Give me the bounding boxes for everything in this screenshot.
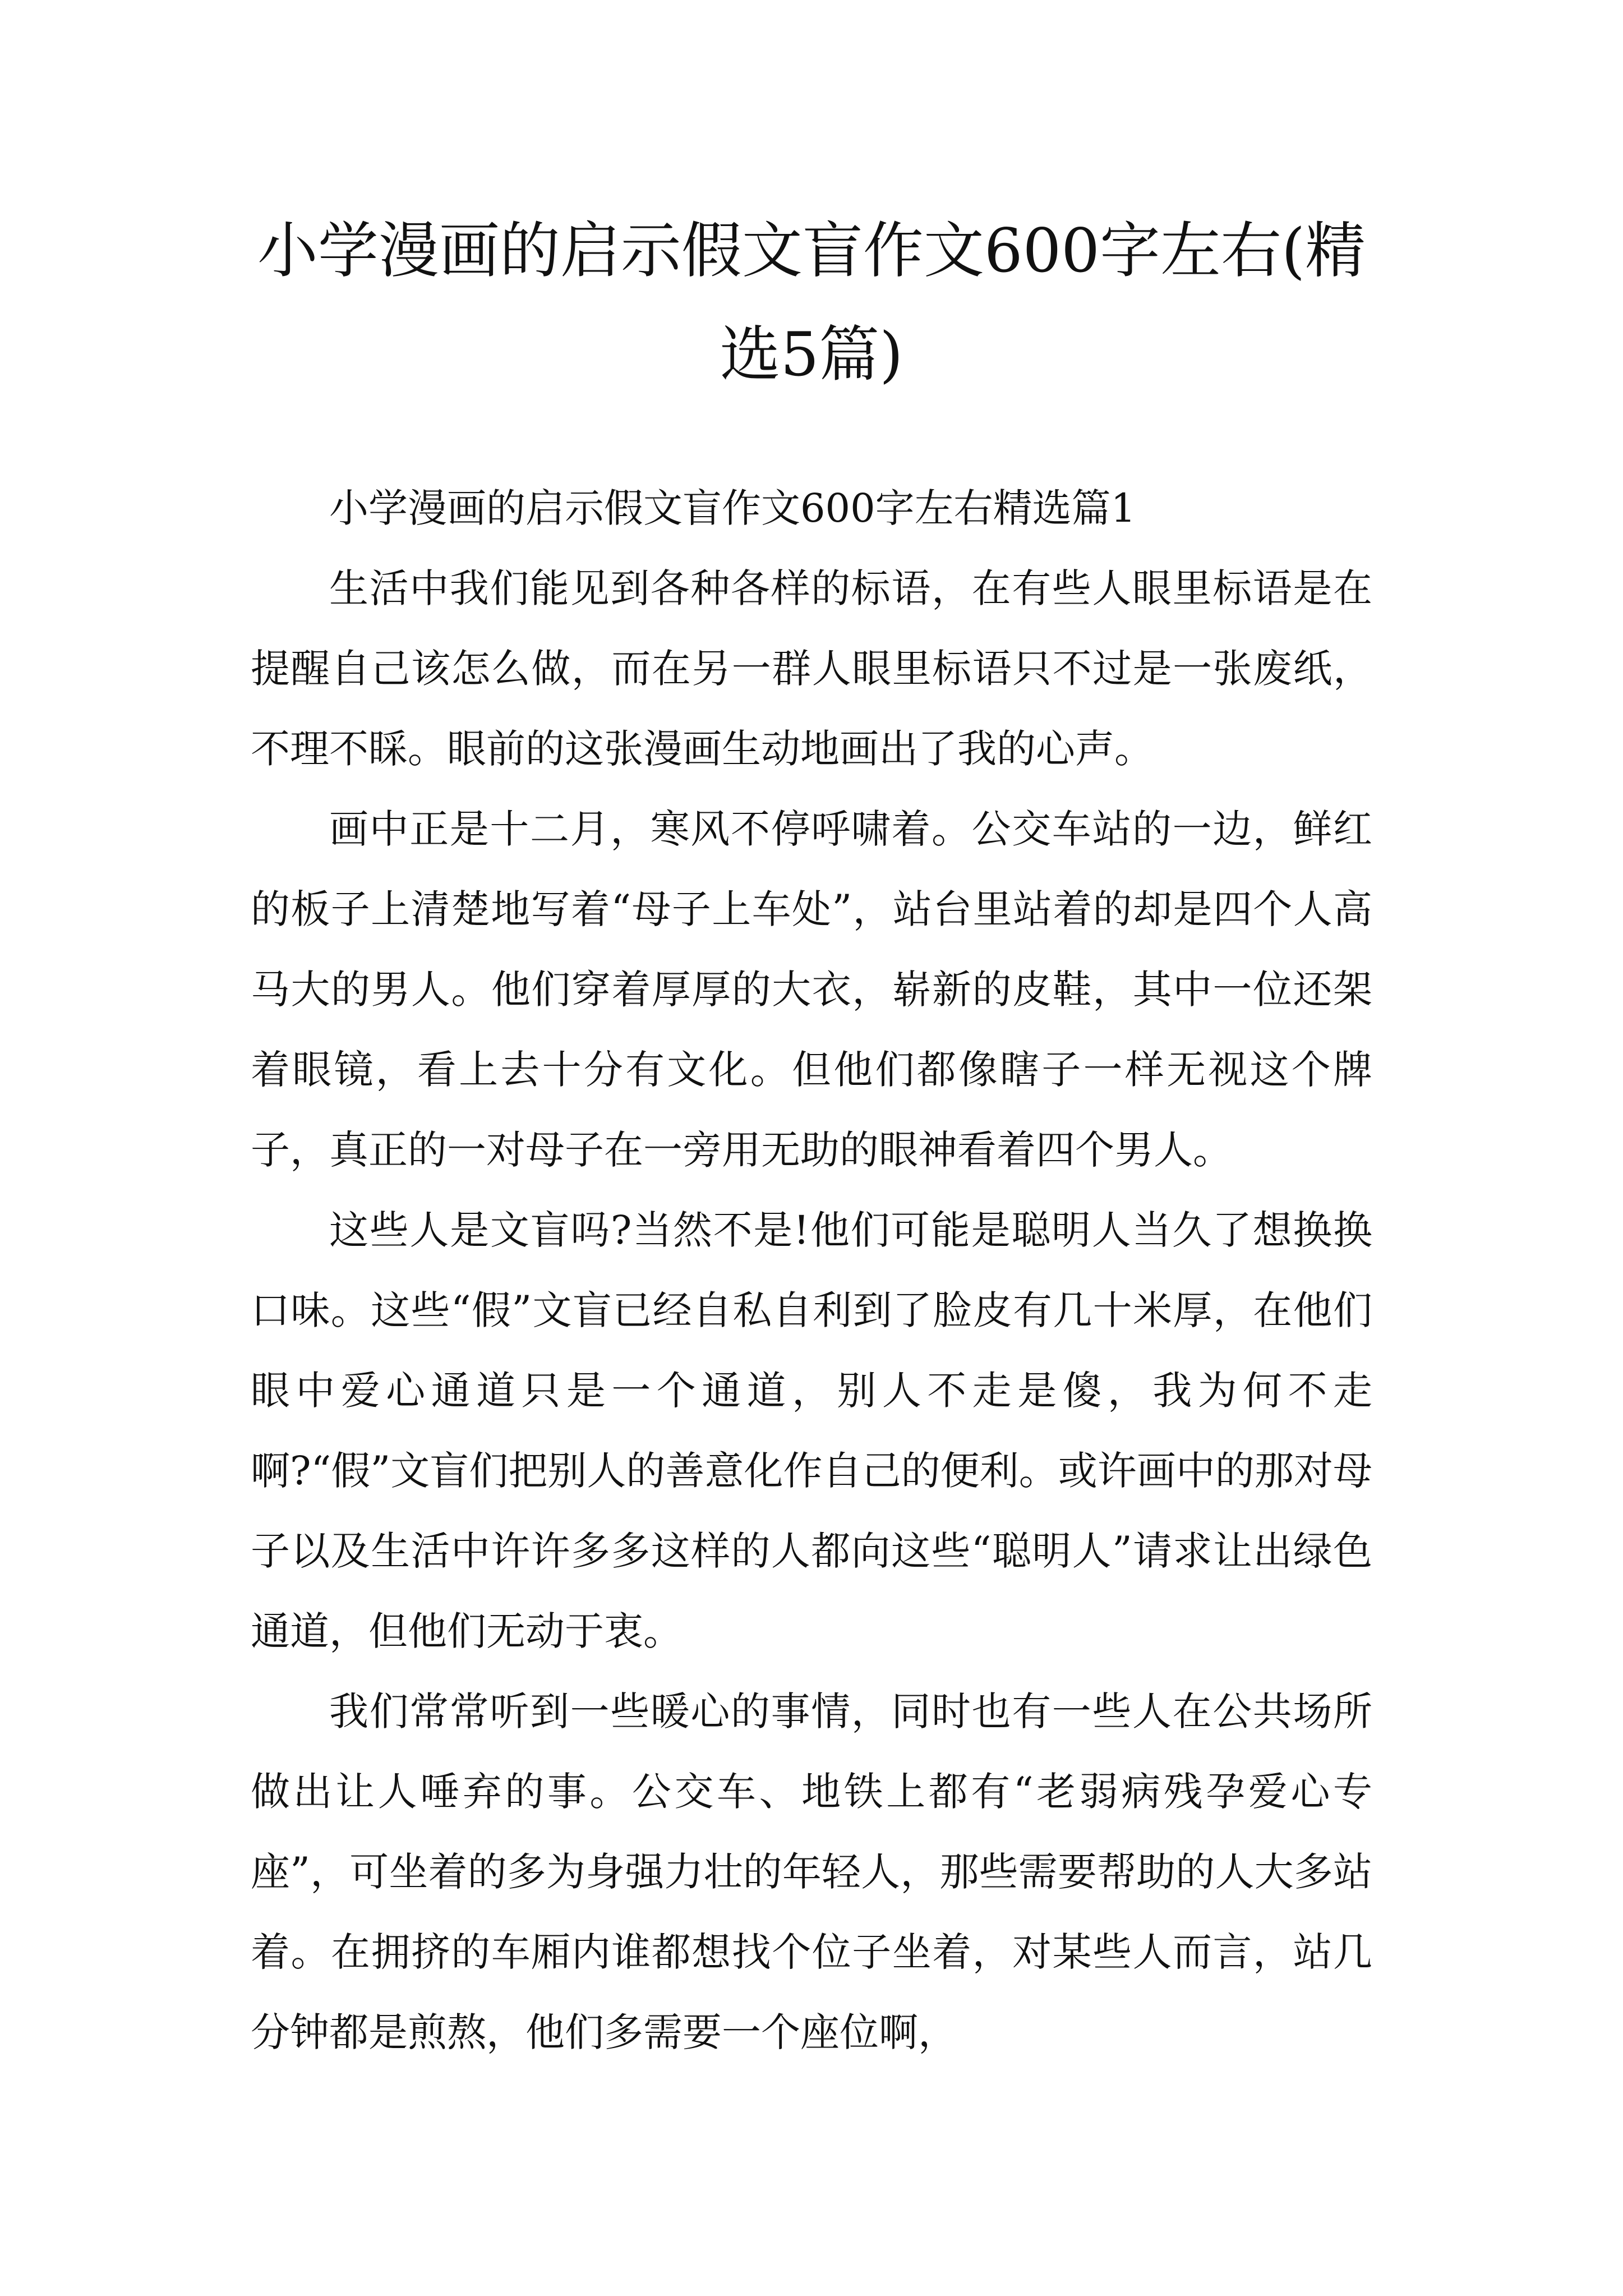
document-body bbox=[251, 468, 1372, 2073]
document-title: 小学漫画的启示假文盲作文600字左右(精选5篇) bbox=[257, 216, 1366, 390]
paragraph-2: 画中正是十二月，寒风不停呼啸着。公交车站的一边，鲜红的板子上清楚地写着“母子上车处”，站台里站着的却是四个人高马大的男人。他们穿着厚厚的大衣，崭新的皮鞋，其中一位还架着眼镜，看上去十分有文化。但他们都像瞎子一样无视这个牌子，真正的一对母子在一旁用无助的眼神看着四个男人。 bbox=[251, 806, 1372, 1173]
paragraph-3: 这些人是文盲吗?当然不是!他们可能是聪明人当久了想换换口味。这些“假”文盲已经自私自利到了脸皮有几十米厚，在他们眼中爱心通道只是一个通道，别人不走是傻，我为何不走啊?“假”文盲们把别人的善意化作自己的便利。或许画中的那对母子以及生活中许许多多这样的人都向这些“聪明人”请求让出绿色通道，但他们无动于衷。 bbox=[251, 1207, 1372, 1654]
section-heading: 小学漫画的启示假文盲作文600字左右精选篇1 bbox=[329, 485, 1136, 531]
paragraph-1: 生活中我们能见到各种各样的标语，在有些人眼里标语是在提醒自己该怎么做，而在另一群人眼里标语只不过是一张废纸，不理不睬。眼前的这张漫画生动地画出了我的心声。 bbox=[251, 565, 1372, 772]
paragraph-4: 我们常常听到一些暖心的事情，同时也有一些人在公共场所做出让人唾弃的事。公交车、地铁上都有“老弱病残孕爱心专座”，可坐着的多为身强力壮的年轻人，那些需要帮助的人大多站着。在拥挤的车厢内谁都想找个位子坐着，对某些人而言，站几分钟都是煎熬，他们多需要一个座位啊， bbox=[251, 1688, 1372, 2055]
